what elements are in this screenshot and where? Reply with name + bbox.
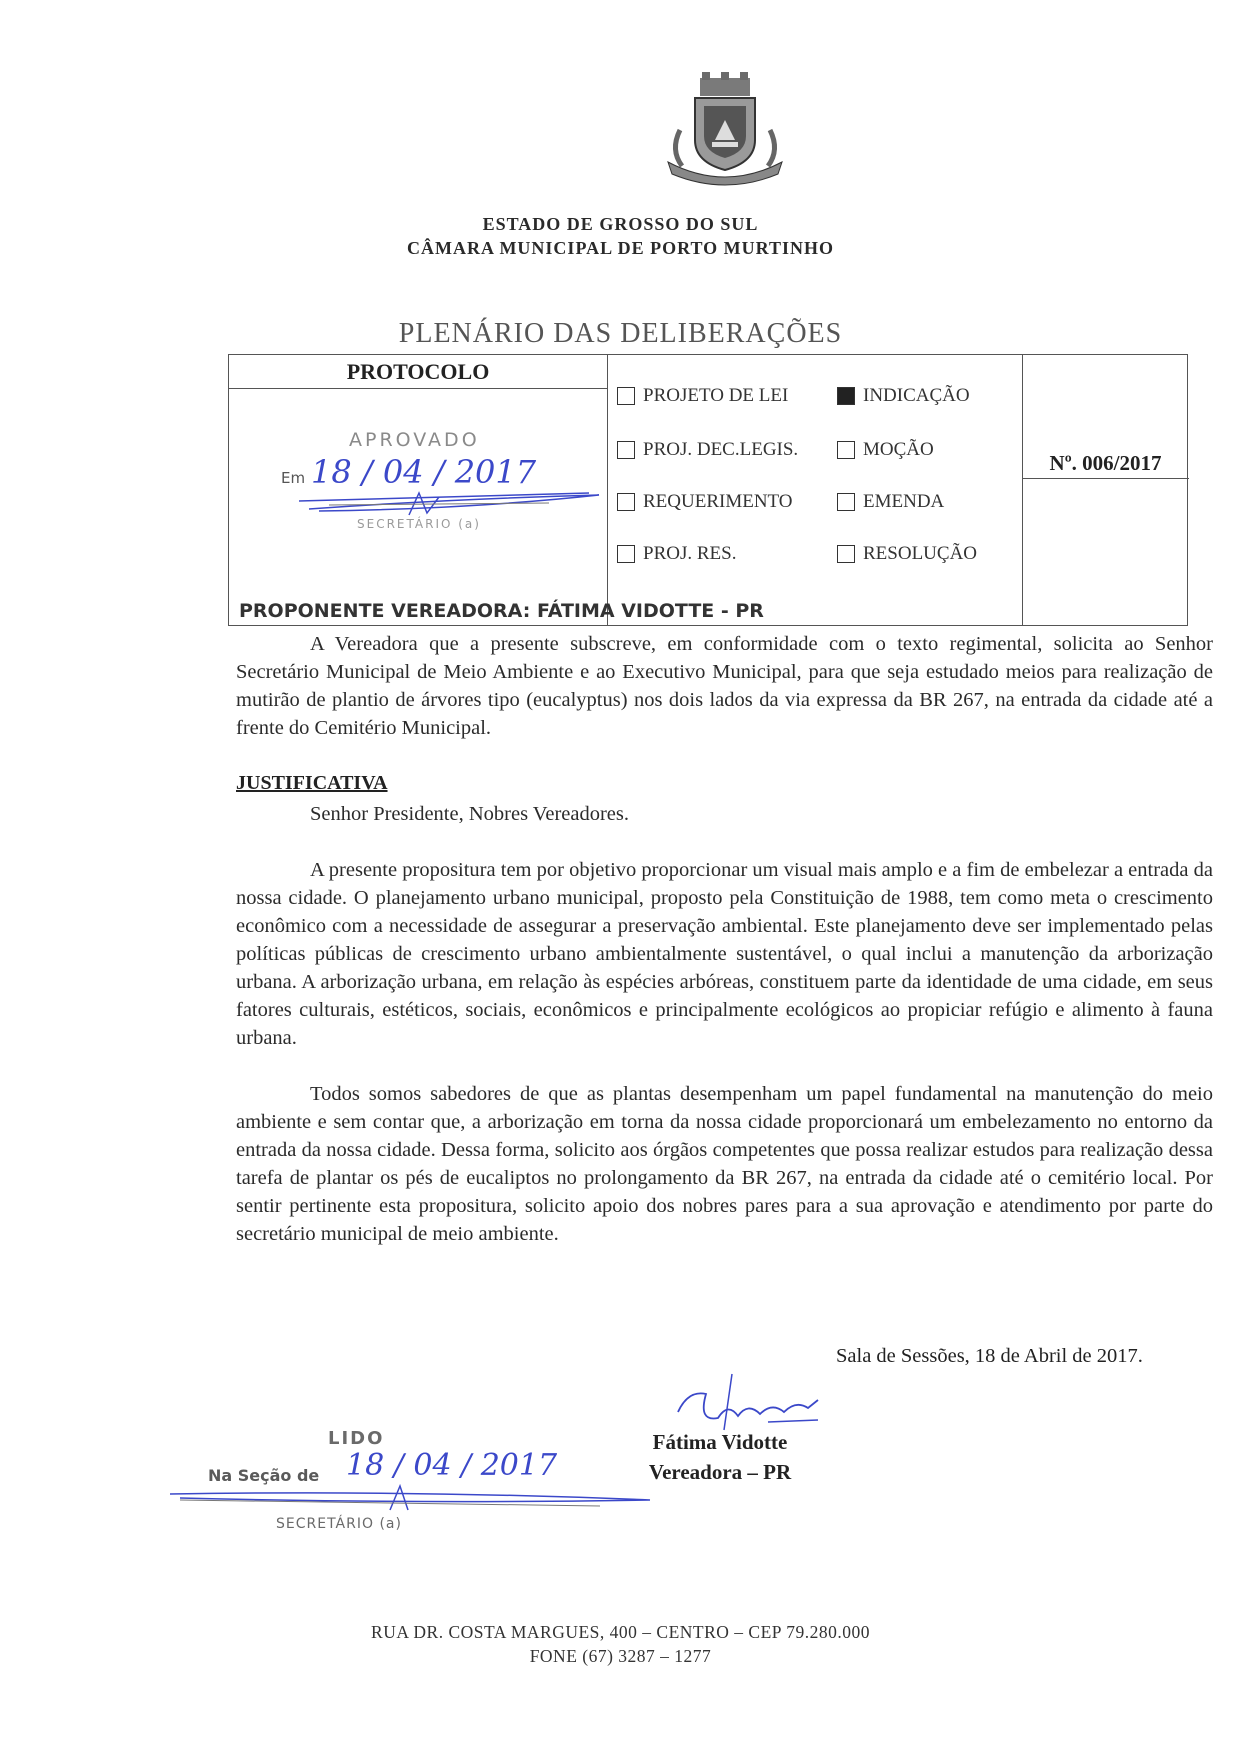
read-stamp-session-label: Na Seção de xyxy=(208,1466,320,1485)
protocol-table xyxy=(228,354,1188,626)
stamp-em-label: Em xyxy=(281,469,306,487)
justification-heading: JUSTIFICATIVA xyxy=(236,772,388,794)
option-resolucao xyxy=(837,543,977,565)
checkbox-icon xyxy=(617,441,635,459)
checkbox-icon xyxy=(617,387,635,405)
option-label: EMENDA xyxy=(863,491,945,512)
justification-paragraph-1: A presente propositura tem por objetivo proporcionar um visual mais amplo e a fim de embelezar a entrada da nossa cidade. O planejamento urbano municipal, proposto pela Constituição de 1988, tem como meta o crescimento econômico com a necessidade de assegurar a preservação ambiental. Este planejamento deve ser implementado pelas políticas públicas de crescimento urbano ambientalmente sustentável, o qual inclui a manutenção da arborização urbana. A arborização urbana, em relação às espécies arbóreas, constituem parte da identidade de uma cidade, em seus fatores culturais, estéticos, sociais, econômicos e principalmente ecológicos ao propiciar refúgio e alimento à fauna urbana. xyxy=(236,859,1213,1049)
handwritten-signature xyxy=(668,1372,828,1432)
option-requerimento xyxy=(617,491,793,513)
protocol-label: PROTOCOLO xyxy=(346,359,490,384)
stamp-role: SECRETÁRIO (a) xyxy=(357,517,481,531)
checkbox-icon xyxy=(617,493,635,511)
option-label: MOÇÃO xyxy=(863,439,934,460)
read-stamp-date: 18 / 04 / 2017 xyxy=(346,1448,558,1483)
header-state: ESTADO DE GROSSO DO SUL xyxy=(482,214,759,234)
option-emenda xyxy=(837,491,944,513)
header-chamber: CÂMARA MUNICIPAL DE PORTO MURTINHO xyxy=(406,238,835,258)
option-projeto-de-lei xyxy=(617,385,788,407)
option-proj-dec-legis xyxy=(617,439,798,461)
read-stamp-role: SECRETÁRIO (a) xyxy=(276,1516,402,1532)
read-stamp-label: LIDO xyxy=(328,1428,385,1449)
option-mocao xyxy=(837,439,934,461)
approval-stamp xyxy=(229,395,607,565)
proponent-line: PROPONENTE VEREADORA: FÁTIMA VIDOTTE - PR xyxy=(228,598,1188,626)
document-number: Nº. 006/2017 xyxy=(1049,451,1162,475)
option-label: PROJ. DEC.LEGIS. xyxy=(643,439,799,460)
footer-address: RUA DR. COSTA MARGUES, 400 – CENTRO – CEP 79.280.000 xyxy=(371,1622,870,1642)
option-label: REQUERIMENTO xyxy=(643,491,793,512)
checkbox-icon xyxy=(837,545,855,563)
place-and-date: Sala de Sessões, 18 de Abril de 2017. xyxy=(836,1345,1143,1367)
read-stamp-scribble xyxy=(160,1480,660,1520)
option-label: PROJETO DE LEI xyxy=(643,385,789,406)
footer xyxy=(0,1620,1241,1668)
checkbox-checked-icon xyxy=(837,387,855,405)
intro-paragraph: A Vereadora que a presente subscreve, em conformidade com o texto regimental, solicita ao Senhor Secretário Municipal de Meio Ambiente e ao Executivo Municipal, para que seja estudado meios para realização de mutirão de plantio de árvores tipo (eucalyptus) nos dois lados da via expressa da BR 267, na entrada da cidade até a frente do Cemitério Municipal. xyxy=(236,633,1213,739)
stamp-date: 18 / 04 / 2017 xyxy=(311,453,537,491)
footer-phone: FONE (67) 3287 – 1277 xyxy=(529,1646,712,1666)
checkbox-icon xyxy=(837,441,855,459)
signer-name: Fátima Vidotte xyxy=(652,1430,788,1454)
stamp-status: APROVADO xyxy=(349,429,480,451)
read-stamp xyxy=(150,1428,660,1538)
page-title: PLENÁRIO DAS DELIBERAÇÕES xyxy=(398,318,843,349)
option-label: PROJ. RES. xyxy=(643,543,737,564)
municipal-crest-logo xyxy=(660,70,790,190)
checkbox-icon xyxy=(617,545,635,563)
option-label: INDICAÇÃO xyxy=(863,385,970,406)
option-indicacao xyxy=(837,385,970,407)
salutation: Senhor Presidente, Nobres Vereadores. xyxy=(310,803,629,825)
justification-paragraph-2: Todos somos sabedores de que as plantas desempenham um papel fundamental na manutenção do meio ambiente e sem contar que, a arborização em torna da nossa cidade proporcionará um embelezamento no entorno da entrada da nossa cidade. Dessa forma, solicito aos órgãos competentes que possa realizar estudos para realização dessa tarefa de plantar os pés de eucaliptos no prolongamento da BR 267, na entrada da cidade até o cemitério local. Por sentir pertinente esta propositura, solicito apoio dos nobres pares para a sua aprovação e atendimento por parte do secretário municipal de meio ambiente. xyxy=(236,1083,1213,1245)
option-label: RESOLUÇÃO xyxy=(863,543,978,564)
option-proj-res xyxy=(617,543,736,565)
signer-role: Vereadora – PR xyxy=(648,1460,792,1484)
checkbox-icon xyxy=(837,493,855,511)
